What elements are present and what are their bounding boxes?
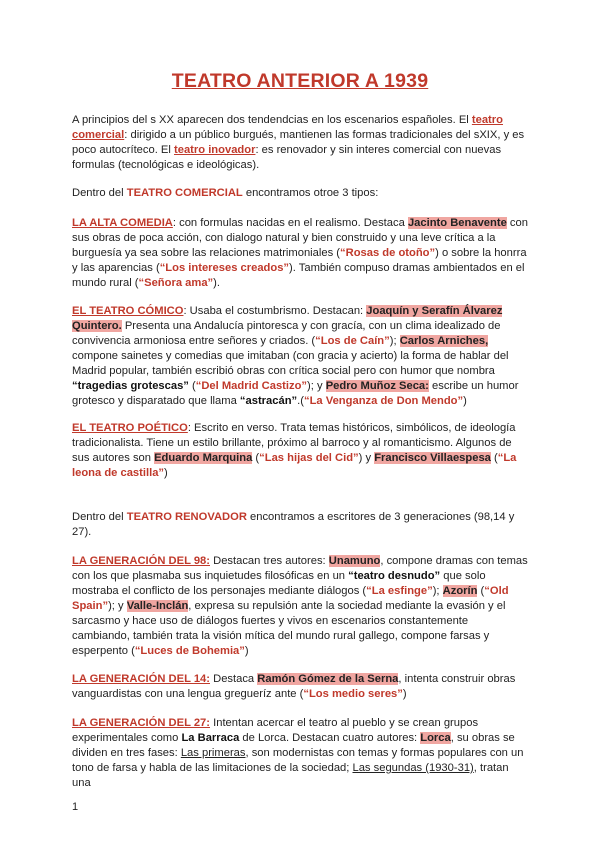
author-highlight: Ramón Gómez de la Serna: [257, 673, 399, 685]
section-text: ): [164, 467, 168, 479]
work-title: “La leona de castilla”: [72, 452, 517, 479]
author-highlight: Jacinto Benavente: [407, 217, 507, 229]
bold-term: La Barraca: [181, 732, 240, 744]
section-text: con sus obras de poca acción, con dialogo natural y bien construido y una leve crítica a la burguesía ya sea sobre las relaciones matrimoniales (: [72, 217, 528, 259]
author-highlight: Azorín: [442, 585, 478, 597]
work-title: “Los de Caín”: [315, 335, 390, 347]
generacion-98-heading: LA GENERACIÓN DEL 98:: [72, 555, 210, 567]
section-text: Destacan tres autores:: [210, 555, 329, 567]
renovador-intro-paragraph: [72, 510, 528, 540]
generacion-27-heading: LA GENERACIÓN DEL 27:: [72, 717, 210, 729]
section-text: : Usaba el costumbrismo. Destacan:: [183, 305, 367, 317]
bold-term: “tragedias grotescas”: [72, 380, 189, 392]
section-text: , tratan una: [72, 762, 509, 789]
renovador-intro-text-1: Dentro del: [72, 511, 127, 523]
page-title: TEATRO ANTERIOR A 1939: [171, 70, 429, 92]
teatro-renovador-keyword: TEATRO RENOVADOR: [126, 511, 247, 523]
section-text: (: [477, 585, 485, 597]
section-text: );: [432, 585, 443, 597]
section-text: , intenta construir obras vanguardistas con una lengua gregueríz ante (: [72, 673, 516, 700]
section-text: ): [463, 395, 467, 407]
section-text: , son modernistas con temas y formas populares con un tono de farsa y habla de las limitaciones de la sociedad;: [72, 747, 524, 774]
section-text: Presenta una Andalucía pintoresca y con gracía, con un clima idealizado de convivencia armoniosa entre señores y criados. (: [72, 320, 501, 347]
work-title: “Old Spain”: [72, 585, 509, 612]
section-text: , compone dramas con temas con los que plasmaba sus inquietudes filosóficas en un: [72, 555, 528, 582]
teatro-poetico-section: [72, 421, 528, 481]
section-text: .(: [297, 395, 304, 407]
generacion-27-section: [72, 716, 528, 791]
section-text: );: [389, 335, 400, 347]
author-highlight: Carlos Arniches,: [399, 335, 489, 347]
section-text: ): [244, 645, 249, 657]
section-text: (: [252, 452, 260, 464]
section-text: Destaca: [210, 673, 258, 685]
section-text: compone sainetes y comedias que imitaban (con gracia y acierto) la forma de hablar del Madrid popular, también escribió obras con crítica social pero con humor que nombra: [72, 350, 509, 377]
section-text: , su obras se dividen en tres fases:: [72, 732, 515, 759]
generacion-98-section: [72, 554, 528, 659]
section-text: escribe un humor grotesco y disparatado que llama: [72, 380, 519, 407]
section-text: ); y: [307, 380, 326, 392]
section-text: ) y: [358, 452, 375, 464]
section-text: (: [188, 380, 196, 392]
work-title: “Luces de Bohemia”: [134, 645, 245, 657]
section-text: (: [490, 452, 498, 464]
section-text: ): [402, 688, 407, 700]
alta-comedia-heading: LA ALTA COMEDIA: [72, 217, 173, 229]
section-text: Intentan acercar el teatro al pueblo y se crean grupos experimentales como: [72, 717, 479, 744]
author-highlight: Eduardo Marquina: [154, 452, 253, 464]
teatro-comercial-term: teatro comercial: [72, 114, 503, 141]
author-highlight: Joaquín y Serafín Álvarez Quintero.: [72, 305, 503, 332]
comercial-intro-paragraph: [72, 186, 528, 201]
bold-term: “teatro desnudo”: [348, 570, 441, 582]
section-text: que solo mostraba el conflicto de los personajes mediante diálogos (: [72, 570, 486, 597]
work-title: “Rosas de otoño”: [340, 247, 436, 259]
section-text: ). También compuso dramas ambientados en el mundo rural (: [72, 262, 525, 289]
teatro-comico-heading: EL TEATRO CÓMICO: [72, 305, 184, 317]
section-text: de Lorca. Destacan cuatro autores:: [239, 732, 421, 744]
section-text: ).: [213, 277, 220, 289]
underlined-term: Las primeras: [180, 747, 246, 759]
work-title: “La esfinge”: [366, 585, 433, 597]
work-title: “Los intereses creados”: [159, 262, 290, 274]
work-title: “La Venganza de Don Mendo”: [303, 395, 464, 407]
author-highlight: Unamuno: [328, 555, 381, 567]
underlined-term: Las segundas (1930-31): [352, 762, 474, 774]
work-title: “Del Madrid Castizo”: [195, 380, 308, 392]
generacion-14-heading: LA GENERACIÓN DEL 14:: [72, 673, 210, 685]
author-highlight: Lorca: [420, 732, 451, 744]
teatro-comercial-keyword: TEATRO COMERCIAL: [126, 187, 243, 199]
section-text: ) o sobre la honrra y las aparencias (: [72, 247, 527, 274]
section-text: : con formulas nacidas en el realismo. Destaca: [172, 217, 408, 229]
comercial-intro-text-1: Dentro del: [72, 187, 127, 199]
author-highlight: Valle-Inclán: [126, 600, 189, 612]
author-highlight: Pedro Muñoz Seca:: [325, 380, 429, 392]
page-number: 1: [72, 801, 79, 813]
teatro-comico-section: [72, 304, 528, 409]
comercial-intro-text-2: encontramos otroe 3 tipos:: [242, 187, 379, 199]
alta-comedia-section: [72, 216, 528, 291]
work-title: “Los medio seres”: [303, 688, 403, 700]
generacion-14-section: [72, 672, 528, 702]
renovador-intro-text-2: encontramos a escritores de 3 generaciones (98,14 y 27).: [72, 511, 515, 538]
intro-paragraph: [72, 113, 528, 173]
author-highlight: Francisco Villaespesa: [374, 452, 491, 464]
intro-text-3: : es renovador y sin interes comercial con nuevas formulas (tecnológicas e ideológicas).: [72, 144, 502, 171]
section-text: ); y: [108, 600, 127, 612]
intro-text-2: : dirigido a un público burgués, mantienen las formas tradicionales del sXIX, y es poco autocríteco. El: [72, 129, 525, 156]
teatro-poetico-heading: EL TEATRO POÉTICO: [72, 422, 188, 434]
intro-text-1: A principios del s XX aparecen dos tendendcias en los escenarios españoles. El: [72, 114, 472, 126]
section-text: : Escrito en verso. Trata temas históricos, simbólicos, de ideología tradicionalista. Tiene un estilo brillante, próximo al barroco y al romanticismo. Algunos de sus autores son: [72, 422, 516, 464]
work-title: “Las hijas del Cid”: [259, 452, 359, 464]
teatro-inovador-term: teatro inovador: [174, 144, 256, 156]
section-text: , expresa su repulsión ante la sociedad mediante la evasión y el sarcasmo y hace uso de diálogos fuertes y vivos en escenarios constantemente cambiando, también trata la visión mítica del mundo rural gallego, compone farsas y esperpento (: [72, 600, 506, 657]
bold-term: “astracán”: [239, 395, 298, 407]
work-title: “Señora ama”: [138, 277, 214, 289]
